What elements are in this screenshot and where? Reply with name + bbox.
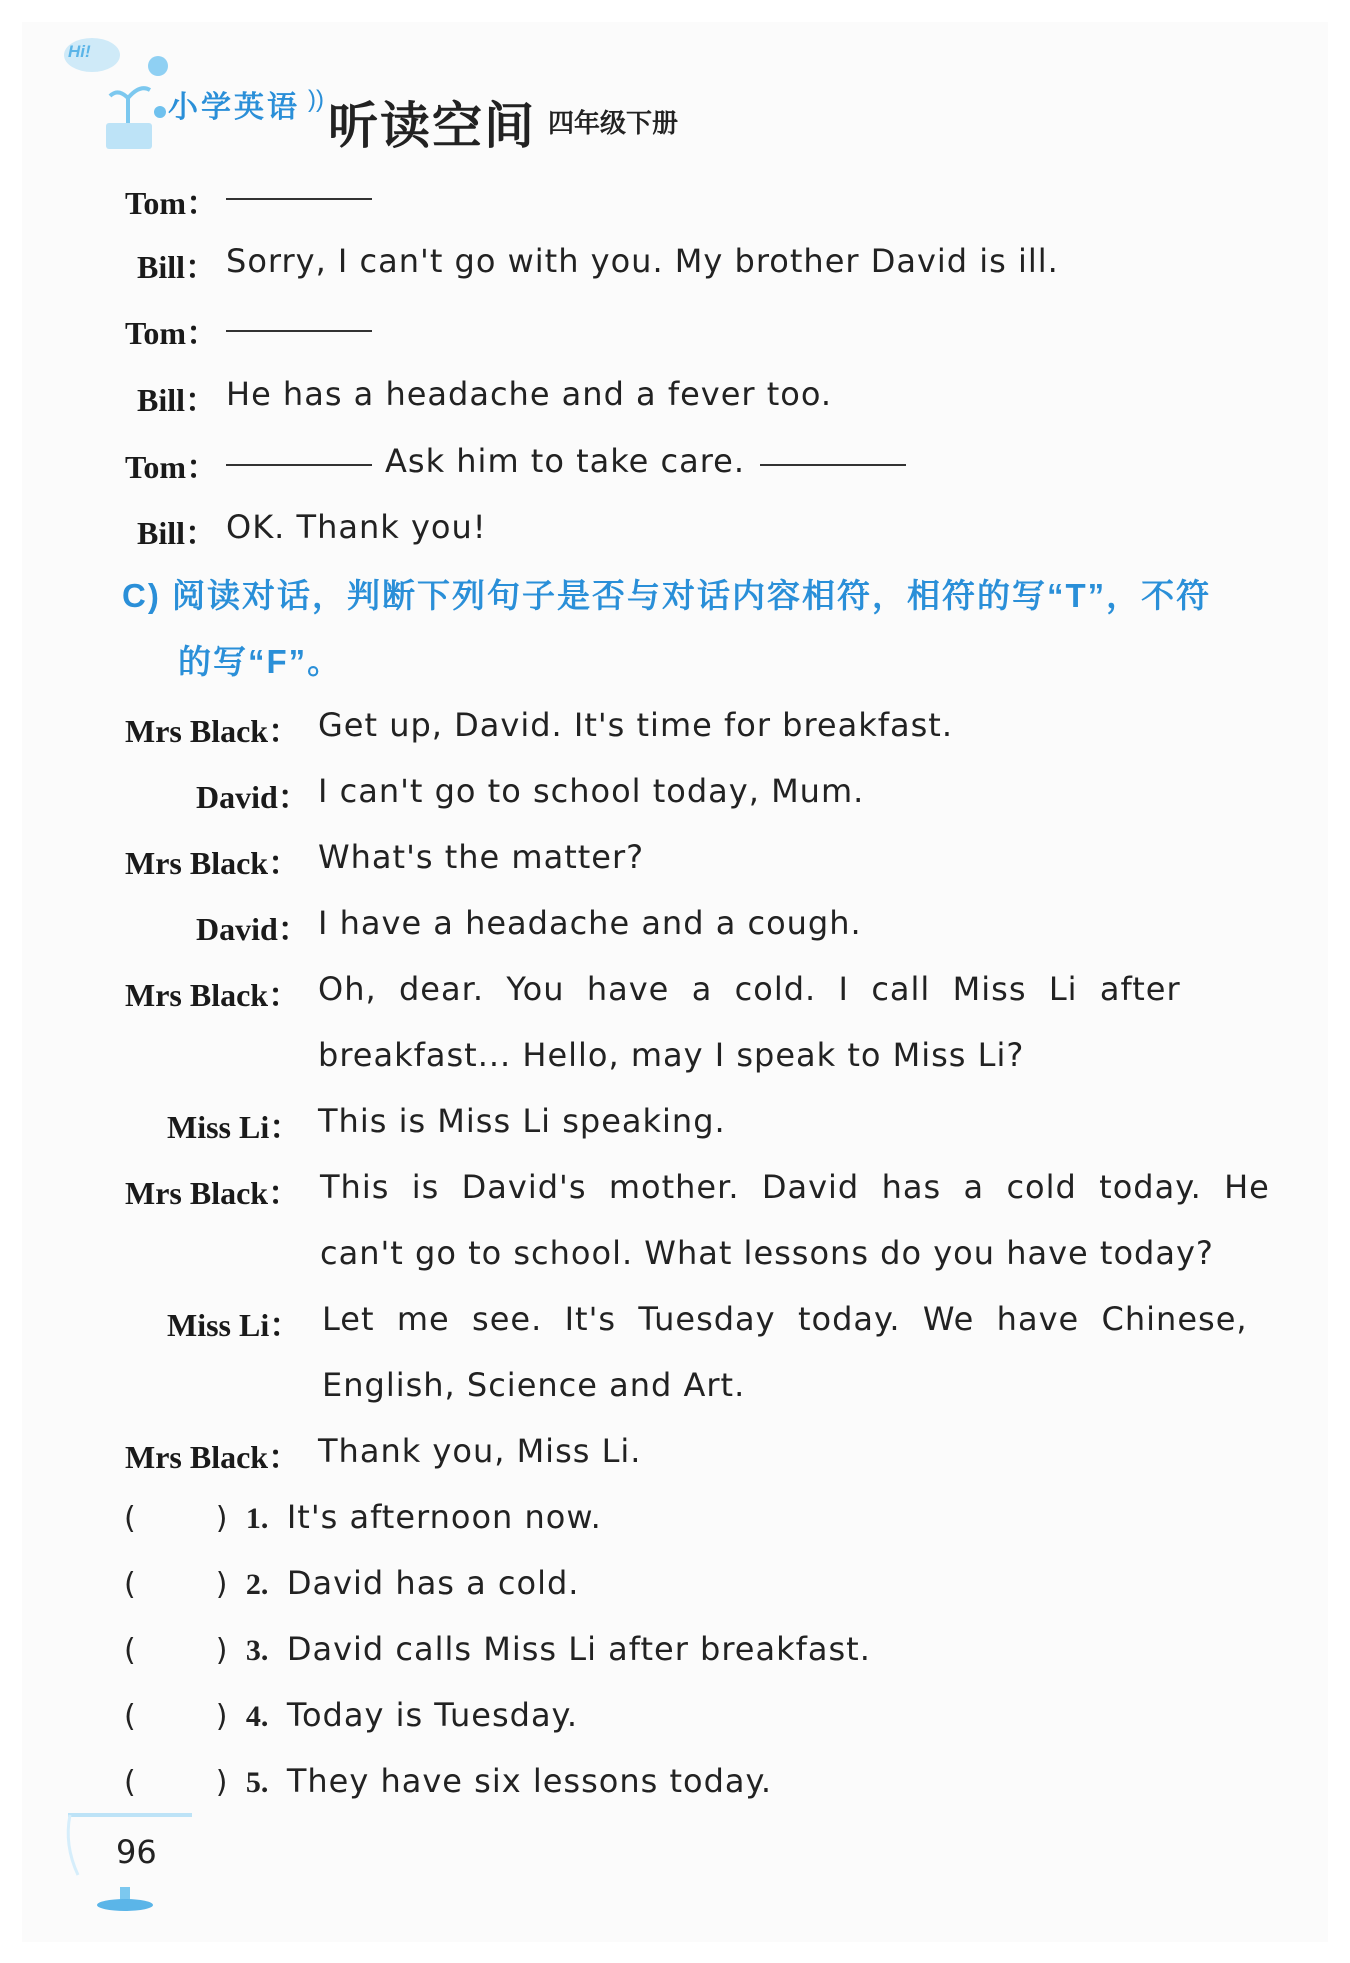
answer-paren-close: ) xyxy=(215,1699,228,1734)
question-item xyxy=(124,1564,579,1602)
dialogue-line: OK. Thank you! xyxy=(226,508,487,546)
answer-paren-open[interactable]: ( xyxy=(124,1567,136,1602)
page-number: 96 xyxy=(116,1833,157,1871)
header-title: 听读空间 xyxy=(328,98,536,154)
speaker-label: Tom： xyxy=(125,315,219,351)
answer-paren-close: ) xyxy=(215,1765,228,1800)
dialogue-line: Ask him to take care. xyxy=(385,442,745,480)
question-text: David calls Miss Li after breakfast. xyxy=(286,1630,871,1668)
dialogue-line: This is David's mother. David has a cold today. He xyxy=(320,1168,1270,1206)
dialogue-line-cont: breakfast... Hello, may I speak to Miss Li? xyxy=(318,1036,1025,1074)
dialogue-line: I have a headache and a cough. xyxy=(318,904,862,942)
dialogue-line-cont: English, Science and Art. xyxy=(322,1366,746,1404)
speaker-label: Bill： xyxy=(137,382,218,418)
question-item xyxy=(124,1498,602,1536)
speaker-label: David： xyxy=(196,911,310,947)
question-item xyxy=(124,1696,578,1734)
dialogue-line: He has a headache and a fever too. xyxy=(226,375,833,413)
speaker-label: Mrs Black： xyxy=(125,845,301,881)
header-subtitle: 小学英语 xyxy=(168,91,300,124)
dialogue-line-cont: can't go to school. What lessons do you have today? xyxy=(320,1234,1214,1272)
question-text: Today is Tuesday. xyxy=(286,1696,579,1734)
question-number: 2. xyxy=(245,1568,269,1601)
section-c-instruction: C) 阅读对话，判断下列句子是否与对话内容相符，相符的写“T”，不符 xyxy=(122,577,1212,614)
speaker-label: Miss Li： xyxy=(167,1307,302,1343)
answer-blank xyxy=(226,330,372,332)
dialogue-line: Let me see. It's Tuesday today. We have Chinese, xyxy=(322,1300,1248,1338)
answer-blank xyxy=(760,464,906,466)
section-c-instruction-cont: 的写“F”。 xyxy=(178,643,343,680)
answer-blank xyxy=(226,464,372,466)
question-text: It's afternoon now. xyxy=(286,1498,602,1536)
question-item xyxy=(124,1630,871,1668)
speaker-label: Mrs Black： xyxy=(125,1175,301,1211)
answer-paren-open[interactable]: ( xyxy=(124,1633,136,1668)
dialogue-line: Oh, dear. You have a cold. I call Miss Li after xyxy=(318,970,1181,1008)
dialogue-line: This is Miss Li speaking. xyxy=(318,1102,726,1140)
question-number: 3. xyxy=(245,1634,269,1667)
dialogue-line: I can't go to school today, Mum. xyxy=(318,772,865,810)
answer-paren-open[interactable]: ( xyxy=(124,1501,136,1536)
dialogue-line: Sorry, I can't go with you. My brother David is ill. xyxy=(226,242,1059,280)
speaker-label: Bill： xyxy=(137,249,218,285)
speaker-label: Tom： xyxy=(125,449,219,485)
question-number: 1. xyxy=(245,1502,269,1535)
answer-paren-close: ) xyxy=(215,1633,228,1668)
dialogue-line: Thank you, Miss Li. xyxy=(318,1432,642,1470)
answer-paren-close: ) xyxy=(215,1567,228,1602)
answer-paren-open[interactable]: ( xyxy=(124,1699,136,1734)
answer-blank xyxy=(226,198,372,200)
answer-paren-close: ) xyxy=(215,1501,228,1536)
dialogue-line: What's the matter? xyxy=(318,838,645,876)
question-text: David has a cold. xyxy=(286,1564,580,1602)
speaker-label: Mrs Black： xyxy=(125,977,301,1013)
speaker-label: Miss Li： xyxy=(167,1109,302,1145)
question-number: 5. xyxy=(245,1766,269,1799)
question-item xyxy=(124,1762,772,1800)
speaker-label: Bill： xyxy=(137,515,218,551)
question-text: They have six lessons today. xyxy=(286,1762,773,1800)
question-number: 4. xyxy=(245,1700,269,1733)
hi-badge: Hi! xyxy=(68,42,91,61)
dialogue-line: Get up, David. It's time for breakfast. xyxy=(318,706,953,744)
answer-paren-open[interactable]: ( xyxy=(124,1765,136,1800)
sound-wave-icon: )) xyxy=(308,86,324,113)
speaker-label: David： xyxy=(196,779,310,815)
speaker-label: Mrs Black： xyxy=(125,1439,301,1475)
header-grade: 四年级下册 xyxy=(548,109,679,139)
speaker-label: Mrs Black： xyxy=(125,713,301,749)
speaker-label: Tom： xyxy=(125,185,219,221)
